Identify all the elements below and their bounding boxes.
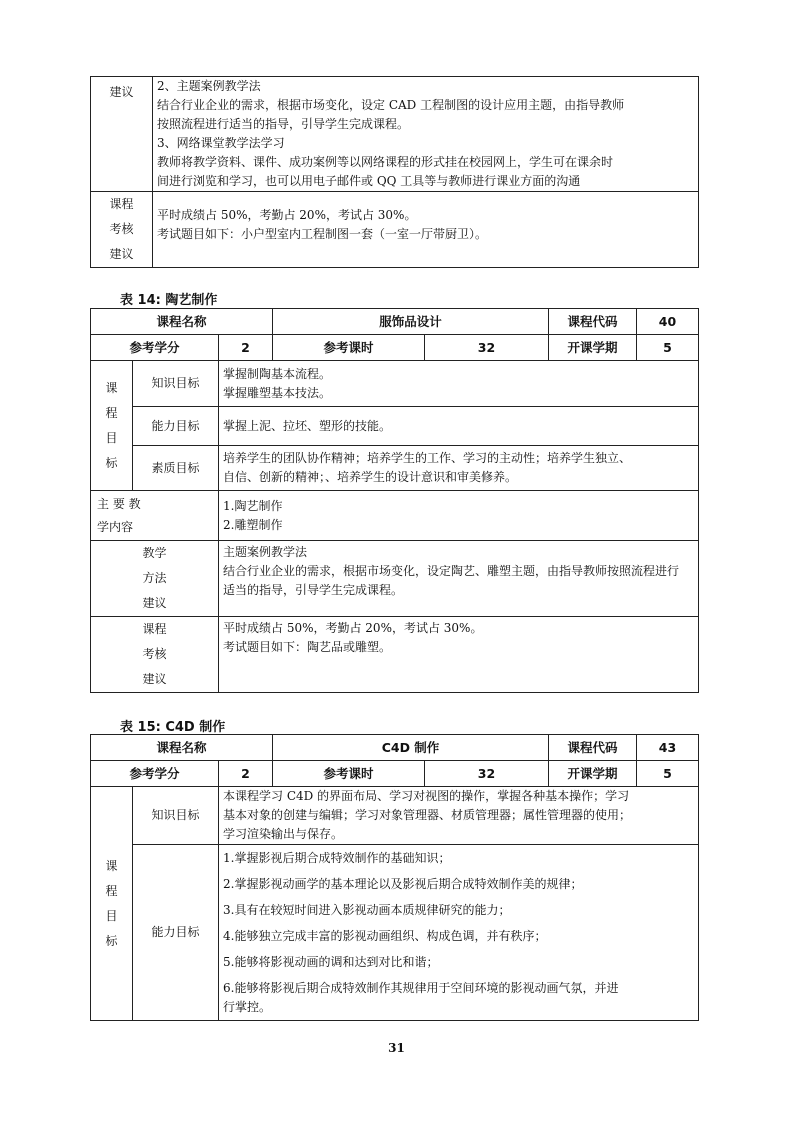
text-line: 自信、创新的精神；、培养学生的设计意识和审美修养。 — [223, 470, 518, 484]
text-line: 4.能够独立完成丰富的影视动画组织、构成色调，并有秩序； — [223, 928, 547, 943]
assessment-text — [153, 192, 699, 268]
course-code-value: 43 — [637, 735, 699, 761]
row-label-assessment — [91, 192, 153, 268]
teaching-method-text — [153, 77, 699, 192]
term-value: 5 — [637, 335, 699, 361]
ability-item — [223, 901, 694, 920]
ability-goal-text — [219, 407, 699, 446]
text-line: 培养学生的团队协作精神；培养学生的工作、学习的主动性；培养学生独立、 — [223, 451, 632, 465]
course-name-label: 课程名称 — [91, 735, 273, 761]
label-char: 方法 — [142, 571, 167, 585]
text-line: 教师将教学资料、课件、成功案例等以网络课程的形式挂在校园网上，学生可在课余时 — [157, 155, 614, 169]
quality-goal-label: 素质目标 — [133, 446, 219, 491]
text-line: 学习渲染输出与保存。 — [223, 827, 344, 841]
label-line: 主 要 教 — [97, 496, 141, 511]
course-code-label: 课程代码 — [549, 309, 637, 335]
text-line: 间进行浏览和学习，也可以用电子邮件或 QQ 工具等与教师进行课业方面的沟通 — [157, 174, 581, 188]
assessment-label — [91, 617, 219, 693]
text-line: 行掌控。 — [223, 999, 272, 1014]
knowledge-goal-label: 知识目标 — [133, 787, 219, 845]
course-name-label: 课程名称 — [91, 309, 273, 335]
page-number: 31 — [388, 1041, 405, 1055]
hours-label: 参考课时 — [273, 335, 425, 361]
text-line: 3、网络课堂教学法学习 — [157, 136, 285, 150]
row-label-suggestion: 建议 — [91, 77, 153, 192]
credit-label: 参考学分 — [91, 335, 219, 361]
method-text — [219, 541, 699, 617]
text-line: 2、主题案例教学法 — [157, 79, 261, 93]
text-line: 平时成绩占 50%，考勤占 20%，考试占 30%。 — [223, 621, 483, 635]
hours-label: 参考课时 — [273, 761, 425, 787]
label-char: 标 — [105, 933, 118, 948]
text-line: 结合行业企业的需求，根据市场变化，设定陶艺、雕塑主题，由指导教师按照流程进行 — [223, 564, 680, 578]
text-line: 结合行业企业的需求，根据市场变化，设定 CAD 工程制图的设计应用主题，由指导教师 — [157, 98, 625, 112]
label-line: 学内容 — [97, 519, 134, 534]
text-line: 考试题目如下：小户型室内工程制图一套（一室一厅带厨卫）。 — [157, 227, 488, 241]
text-line: 2.雕塑制作 — [223, 517, 283, 532]
content-text — [219, 491, 699, 541]
text-line: 1.掌握影视后期合成特效制作的基础知识； — [223, 850, 451, 865]
course-code-label: 课程代码 — [549, 735, 637, 761]
term-label: 开课学期 — [549, 335, 637, 361]
label-char: 考核 — [109, 222, 134, 236]
knowledge-goal-text — [219, 787, 699, 845]
text-line: 6.能够将影视后期合成特效制作其规律用于空间环境的影视动画气氛，并进 — [223, 980, 619, 995]
ability-item — [223, 979, 694, 1017]
text-line: 适当的指导，引导学生完成课程。 — [223, 583, 404, 597]
term-label: 开课学期 — [549, 761, 637, 787]
label-char: 课程 — [142, 622, 167, 636]
label-char: 程 — [105, 883, 118, 898]
quality-goal-text — [219, 446, 699, 491]
credit-value: 2 — [219, 335, 273, 361]
goal-label — [91, 361, 133, 491]
label-char: 考核 — [142, 647, 167, 661]
table14-caption: 表 14: 陶艺制作 — [120, 293, 218, 308]
ability-goal-label: 能力目标 — [133, 845, 219, 1021]
table15 — [90, 734, 699, 1021]
method-label — [91, 541, 219, 617]
term-value: 5 — [637, 761, 699, 787]
goal-label — [91, 787, 133, 1021]
text-line: 考试题目如下：陶艺品或雕塑。 — [223, 640, 392, 654]
course-name-value: 服饰品设计 — [273, 309, 549, 335]
text-line: 掌握上泥、拉坯、塑形的技能。 — [223, 418, 392, 433]
label-char: 建议 — [142, 596, 167, 610]
course-name-value: C4D 制作 — [273, 735, 549, 761]
table15-caption: 表 15: C4D 制作 — [120, 720, 226, 735]
hours-value: 32 — [425, 335, 549, 361]
text-line: 本课程学习 C4D 的界面布局、学习对视图的操作，掌握各种基本操作；学习 — [223, 789, 630, 803]
text-line: 2.掌握影视动画学的基本理论以及影视后期合成特效制作美的规律； — [223, 876, 583, 891]
text-line: 掌握雕塑基本技法。 — [223, 385, 332, 400]
knowledge-goal-text — [219, 361, 699, 407]
text-line: 按照流程进行适当的指导，引导学生完成课程。 — [157, 117, 410, 131]
text-line: 基本对象的创建与编辑；学习对象管理器、材质管理器；属性管理器的使用； — [223, 808, 632, 822]
text-line: 1.陶艺制作 — [223, 498, 283, 513]
ability-item — [223, 953, 694, 972]
text-line: 3.具有在较短时间进入影视动画本质规律研究的能力； — [223, 902, 511, 917]
label-char: 建议 — [109, 247, 134, 261]
label-char: 目 — [105, 430, 118, 445]
label-char: 教学 — [142, 546, 167, 560]
credit-value: 2 — [219, 761, 273, 787]
text-line: 主题案例教学法 — [223, 545, 308, 559]
ability-item — [223, 849, 694, 868]
ability-item — [223, 927, 694, 946]
content-label — [91, 491, 219, 541]
ability-goal-label: 能力目标 — [133, 407, 219, 446]
label-char: 课 — [105, 380, 118, 395]
table-continuation — [90, 76, 699, 268]
table14 — [90, 308, 699, 693]
text-line: 掌握制陶基本流程。 — [223, 366, 332, 381]
label-char: 课程 — [109, 197, 134, 211]
text-line: 5.能够将影视动画的调和达到对比和谐； — [223, 954, 439, 969]
assessment-text — [219, 617, 699, 693]
text-line: 平时成绩占 50%，考勤占 20%，考试占 30%。 — [157, 208, 417, 222]
course-code-value: 40 — [637, 309, 699, 335]
label-char: 目 — [105, 908, 118, 923]
label-char: 程 — [105, 405, 118, 420]
label-char: 建议 — [142, 672, 167, 686]
ability-item — [223, 875, 694, 894]
credit-label: 参考学分 — [91, 761, 219, 787]
label-char: 课 — [105, 858, 118, 873]
label-char: 标 — [105, 455, 118, 470]
hours-value: 32 — [425, 761, 549, 787]
ability-goal-text — [219, 845, 699, 1021]
knowledge-goal-label: 知识目标 — [133, 361, 219, 407]
